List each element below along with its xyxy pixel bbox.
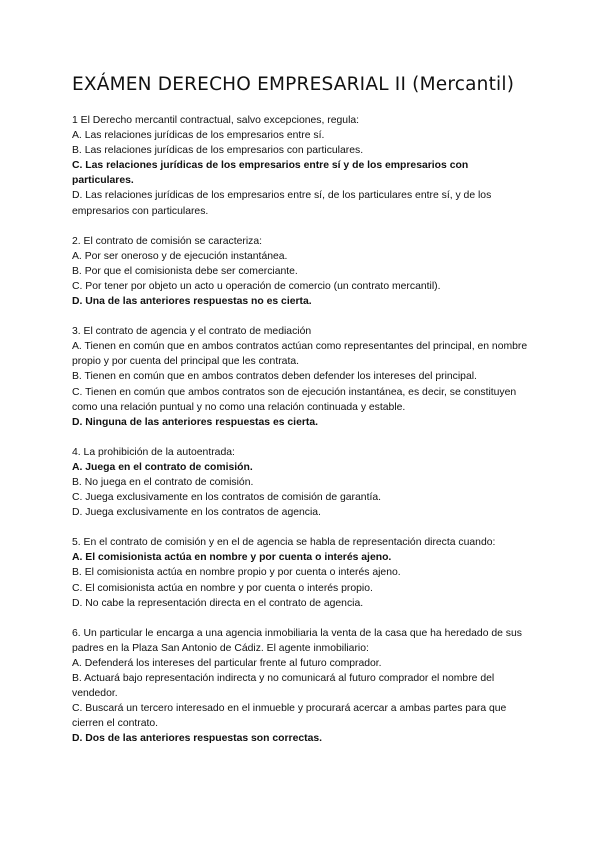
question-4 <box>72 445 528 520</box>
answer-option: A. Las relaciones jurídicas de los empresarios entre sí. <box>72 130 325 142</box>
answer-option: C. Buscará un tercero interesado en el inmueble y procurará acercar a ambas partes para que cierren el contrato. <box>72 703 507 730</box>
question-3 <box>72 324 528 430</box>
question-stem: 6. Un particular le encarga a una agencia inmobiliaria la venta de la casa que ha heredado de sus padres en la Plaza San Antonio de Cádiz. El agente inmobiliario: <box>72 627 522 654</box>
page-title: EXÁMEN DERECHO EMPRESARIAL II (Mercantil) <box>72 74 515 95</box>
question-5 <box>72 535 528 610</box>
answer-option-correct: A. Juega en el contrato de comisión. <box>72 461 253 473</box>
answer-option: B. Las relaciones jurídicas de los empresarios con particulares. <box>72 145 364 157</box>
answer-option: C. El comisionista actúa en nombre y por cuenta o interés propio. <box>72 582 373 594</box>
answer-option: B. Por que el comisionista debe ser comerciante. <box>72 265 298 277</box>
question-stem: 3. El contrato de agencia y el contrato de mediación <box>72 326 312 338</box>
answer-option: B. Tienen en común que en ambos contratos deben defender los intereses del principal. <box>72 371 477 383</box>
answer-option-correct: D. Dos de las anteriores respuestas son correctas. <box>72 733 323 745</box>
answer-option: D. Las relaciones jurídicas de los empresarios entre sí, de los particulares entre sí, y de los empresarios con particulares. <box>72 190 492 217</box>
question-stem: 2. El contrato de comisión se caracteriza: <box>72 235 263 247</box>
question-list <box>72 113 528 746</box>
answer-option: A. Por ser oneroso y de ejecución instantánea. <box>72 250 288 262</box>
answer-option: A. Tienen en común que en ambos contratos actúan como representantes del principal, en nombre propio y por cuenta del principal que les contrata. <box>72 341 528 368</box>
answer-option: B. No juega en el contrato de comisión. <box>72 476 254 488</box>
answer-option: B. El comisionista actúa en nombre propio y por cuenta o interés ajeno. <box>72 567 401 579</box>
answer-option: C. Tienen en común que ambos contratos son de ejecución instantánea, es decir, se constituyen como una relación puntual y no como una relación continuada y estable. <box>72 386 517 413</box>
answer-option-correct: D. Ninguna de las anteriores respuestas es cierta. <box>72 416 319 428</box>
question-stem: 4. La prohibición de la autoentrada: <box>72 446 235 458</box>
question-2 <box>72 234 528 309</box>
answer-option: D. Juega exclusivamente en los contratos de agencia. <box>72 507 321 519</box>
answer-option: B. Actuará bajo representación indirecta y no comunicará al futuro comprador el nombre del vendedor. <box>72 673 495 700</box>
question-1 <box>72 113 528 219</box>
question-stem: 5. En el contrato de comisión y en el de agencia se habla de representación directa cuando: <box>72 537 496 549</box>
answer-option: C. Por tener por objeto un acto u operación de comercio (un contrato mercantil). <box>72 280 441 292</box>
question-stem: 1 El Derecho mercantil contractual, salvo excepciones, regula: <box>72 115 360 126</box>
answer-option-correct: A. El comisionista actúa en nombre y por cuenta o interés ajeno. <box>72 552 392 564</box>
question-6 <box>72 626 528 747</box>
answer-option: A. Defenderá los intereses del particular frente al futuro comprador. <box>72 657 382 669</box>
answer-option: D. No cabe la representación directa en el contrato de agencia. <box>72 597 364 609</box>
answer-option: C. Juega exclusivamente en los contratos de comisión de garantía. <box>72 492 382 504</box>
answer-option-correct: C. Las relaciones jurídicas de los empresarios entre sí y de los empresarios con particulares. <box>72 160 469 187</box>
answer-option-correct: D. Una de las anteriores respuestas no es cierta. <box>72 296 312 308</box>
